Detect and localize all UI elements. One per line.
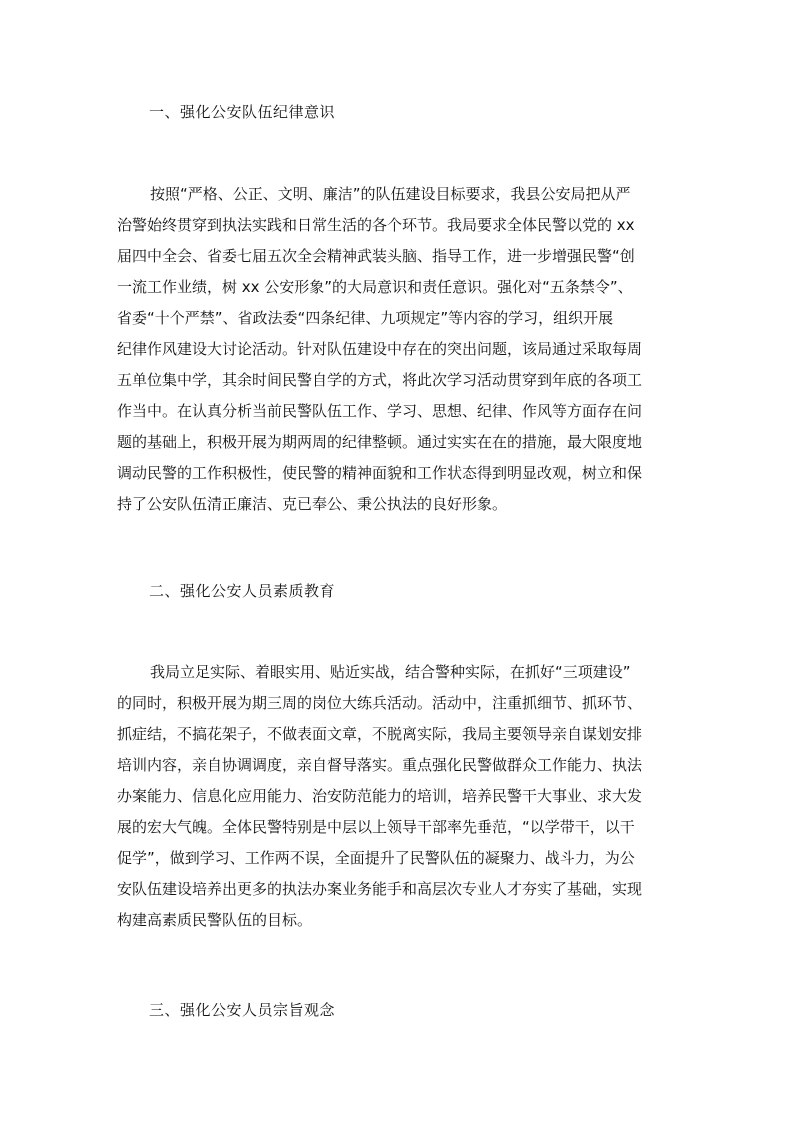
paragraph-line: 一流工作业绩，树 xx 公安形象”的大局意识和责任意识。强化对“五条禁令”、	[117, 278, 633, 296]
paragraph-line: 按照“严格、公正、文明、廉洁”的队伍建设目标要求，我县公安局把从严	[150, 185, 631, 203]
paragraph-line: 治警始终贯穿到执法实践和日常生活的各个环节。我局要求全体民警以党的 xx	[117, 216, 635, 234]
paragraph-line: 作当中。在认真分析当前民警队伍工作、学习、思想、纪律、作风等方面存在问	[117, 402, 643, 420]
paragraph-line: 题的基础上，积极开展为期两周的纪律整顿。通过实实在在的措施，最大限度地	[117, 433, 643, 451]
paragraph-line: 省委“十个严禁”、省政法委“四条纪律、九项规定”等内容的学习，组织开展	[117, 309, 614, 327]
paragraph-line: 调动民警的工作积极性，使民警的精神面貌和工作状态得到明显改观，树立和保	[117, 464, 643, 482]
paragraph-line: 培训内容，亲自协调调度，亲自督导落实。重点强化民警做群众工作能力、执法	[117, 756, 643, 774]
section-1-paragraph	[117, 179, 692, 520]
section-1-heading: 一、强化公安队伍纪律意识	[149, 103, 336, 121]
paragraph-line: 的同时，积极开展为期三周的岗位大练兵活动。活动中，注重抓细节、抓环节、	[117, 694, 643, 712]
paragraph-line: 抓症结，不搞花架子，不做表面文章，不脱离实际，我局主要领导亲自谋划安排	[117, 725, 643, 743]
paragraph-line: 纪律作风建设大讨论活动。针对队伍建设中存在的突出问题，该局通过采取每周	[117, 340, 643, 358]
paragraph-line: 构建高素质民警队伍的目标。	[117, 911, 313, 929]
section-2-heading: 二、强化公安人员素质教育	[149, 582, 336, 600]
section-3-heading: 三、强化公安人员宗旨观念	[149, 1001, 336, 1019]
paragraph-line: 我局立足实际、着眼实用、贴近实战，结合警种实际，在抓好“三项建设”	[150, 663, 631, 681]
paragraph-line: 安队伍建设培养出更多的执法办案业务能手和高层次专业人才夯实了基础，实现	[117, 880, 643, 898]
paragraph-line: 促学”，做到学习、工作两不误，全面提升了民警队伍的凝聚力、战斗力，为公	[117, 849, 635, 867]
paragraph-line: 办案能力、信息化应用能力、治安防范能力的培训，培养民警干大事业、求大发	[117, 787, 643, 805]
paragraph-line: 届四中全会、省委七届五次全会精神武装头脑、指导工作，进一步增强民警“创	[117, 247, 635, 265]
paragraph-line: 展的宏大气魄。全体民警特别是中层以上领导干部率先垂范，“以学带干，以干	[117, 818, 635, 836]
section-2-paragraph	[117, 657, 692, 936]
paragraph-line: 持了公安队伍清正廉洁、克已奉公、秉公执法的良好形象。	[117, 495, 508, 513]
paragraph-line: 五单位集中学，其余时间民警自学的方式，将此次学习活动贯穿到年底的各项工	[117, 371, 643, 389]
